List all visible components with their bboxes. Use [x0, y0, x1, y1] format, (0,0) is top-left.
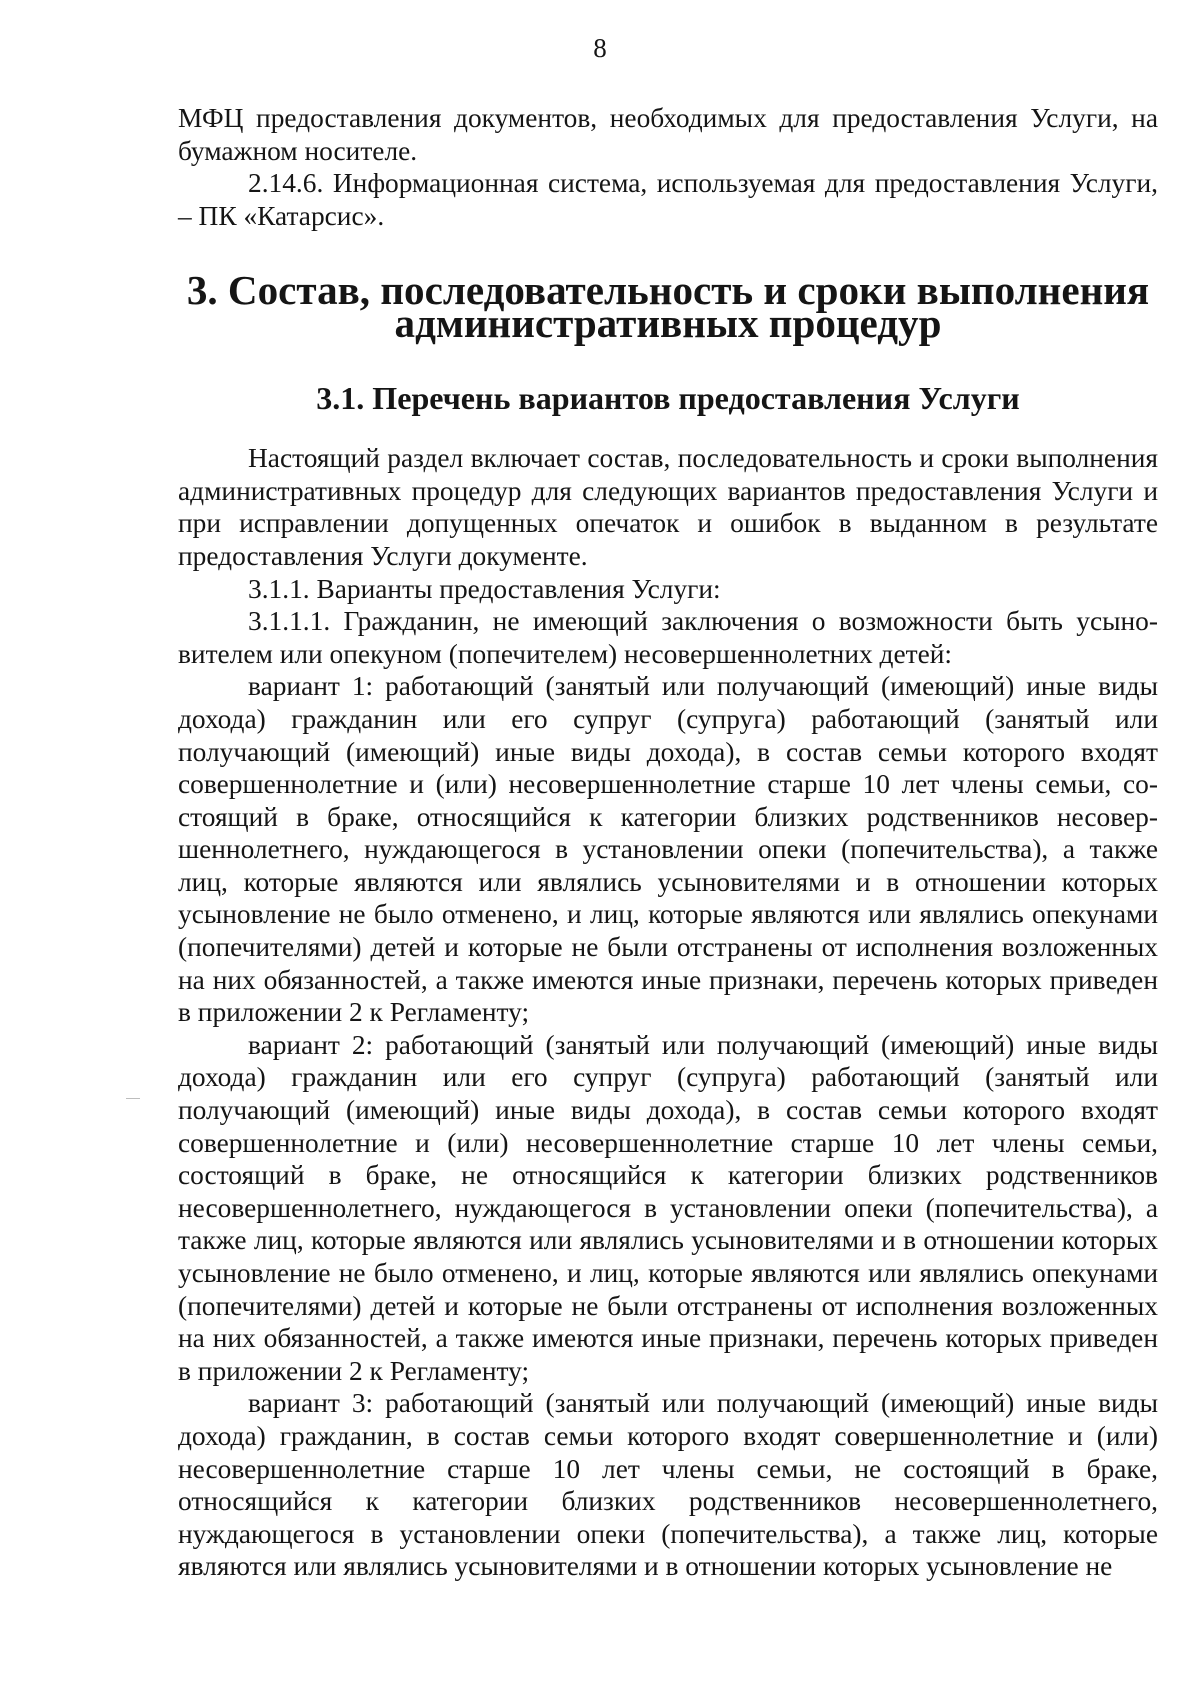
paragraph-mfc-continuation: МФЦ предоставления документов, необходимых для предоставления Услуги, на бумажном носителе. — [178, 103, 1158, 166]
paragraph-variant-2: вариант 2: работающий (занятый или получающий (имеющий) иные виды дохода) гражданин или его супруг (супруга) работающий (занятый или получающий (имеющий) иные виды дохода), в состав семьи которого входят совершеннолетние и (или) несовершеннолетние старше 10 лет члены семьи, состоящий в браке, не относящийся к категории близких родственников несовершеннолетнего, нуждающегося в установлении опеки (попечительства), а также лиц, которые являются или являлись усыновителями и в отношении которых усыновление не было отменено, и лиц, которые являются или являлись опекунами (попечителями) детей и которые не были отстранены от исполнения возложенных на них обязанностей, а также имеются иные признаки, перечень которых приведен в приложении 2 к Регламенту; — [178, 1029, 1158, 1386]
document-body — [178, 102, 1158, 1583]
section-heading — [178, 267, 1158, 346]
paragraph-2-14-6: 2.14.6. Информационная система, используемая для предоставления Услуги, – ПК «Катарсис». — [178, 168, 1158, 231]
subsection-heading: 3.1. Перечень вариантов предоставления Услуги — [316, 379, 1020, 416]
paragraph-3-1-1: 3.1.1. Варианты предоставления Услуги: — [248, 573, 721, 604]
paragraph-variant-3: вариант 3: работающий (занятый или получающий (имеющий) иные виды дохода) гражданин, в состав семьи которого входят совершеннолетние и (или) несовершеннолетние старше 10 лет члены семьи, не состоящий в браке, относящийся к категории близких родственников несовершеннолетнего, нуждающегося в установлении опеки (попечительства), а также лиц, которые являются или являлись усыновителями и в отношении которых усыновление не — [178, 1388, 1158, 1582]
scan-mark — [126, 1098, 140, 1099]
section-heading-line-2: административных процедур — [394, 299, 942, 346]
paragraph-3-1-1-1: 3.1.1.1. Гражданин, не имеющий заключения о возможности быть усыновителем или опекуном (попечителем) несовершеннолетних детей: — [178, 606, 1158, 669]
page-number: 8 — [593, 33, 607, 63]
paragraph-section-intro: Настоящий раздел включает состав, последовательность и сроки выполнения административных процедур для следующих вариантов предоставления Услуги и при исправлении допущенных опечаток и ошибок в выданном в результате предоставления Услуги документе. — [178, 443, 1158, 571]
section-heading-line-1: 3. Состав, последовательность и сроки выполнения — [186, 267, 1150, 314]
paragraph-variant-1: вариант 1: работающий (занятый или получающий (имеющий) иные виды дохода) гражданин или его супруг (супруга) работающий (занятый или получающий (имеющий) иные виды дохода), в состав семьи которого входят совершеннолетние и (или) несовершеннолетние старше 10 лет члены семьи, состоящий в браке, относящийся к категории близких родственников несовершеннолетнего, нуждающегося в установлении опеки (попечительства), а также лиц, которые являются или являлись усыновителями и в отношении которых усыновление не было отменено, и лиц, которые являются или являлись опекунами (попечителями) детей и которые не были отстранены от исполнения возложенных на них обязанностей, а также имеются иные признаки, перечень которых приведен в приложении 2 к Регламенту; — [178, 671, 1158, 1028]
